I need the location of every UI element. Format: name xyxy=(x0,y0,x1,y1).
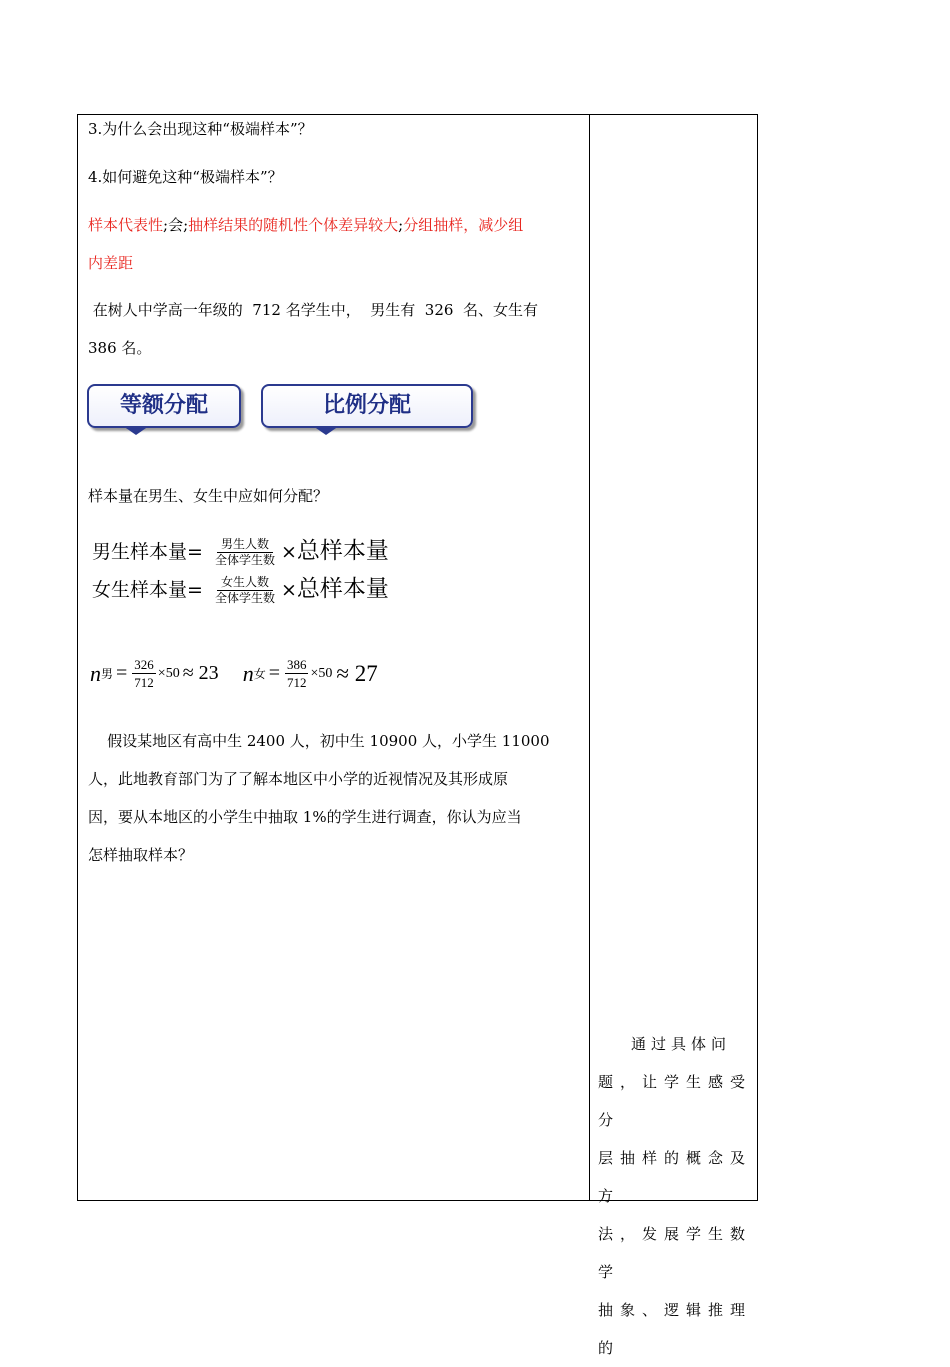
male-formula-fraction xyxy=(211,537,279,568)
problem-line-1: 假设某地区有高中生 2400 人，初中生 10900 人，小学生 11000 xyxy=(88,732,550,750)
female-calc-mult: ×50 xyxy=(310,665,333,681)
male-calc-result: ≈ 23 xyxy=(182,662,219,684)
male-calc-den: 712 xyxy=(134,675,154,690)
male-formula xyxy=(92,532,389,568)
female-formula-denominator: 全体学生数 xyxy=(214,591,275,605)
female-calc-den: 712 xyxy=(286,675,307,690)
male-formula-label: 男生样本量= xyxy=(92,541,203,563)
answer-seg-3: 抽样结果的随机性个体差异较大 xyxy=(188,216,399,234)
question-3: 3.为什么会出现这种“极端样本”？ xyxy=(88,120,313,138)
ratio-allocation-button[interactable] xyxy=(261,384,473,428)
intent-line-3: 层抽样的概念及方 xyxy=(598,1149,750,1205)
question-4: 4.如何避免这种“极端样本”？ xyxy=(88,168,283,186)
design-intent-text xyxy=(598,1025,750,1367)
intent-line-1: 通过具体问 xyxy=(631,1035,732,1053)
sample-calculation xyxy=(90,656,378,691)
equals: = xyxy=(116,662,128,684)
answer-line-1 xyxy=(88,206,523,244)
column-divider xyxy=(589,115,590,1200)
times-sign: × xyxy=(280,579,297,601)
female-formula-fraction xyxy=(211,575,279,606)
male-calc-fraction xyxy=(132,656,156,691)
answer-seg-4: ; xyxy=(398,216,404,234)
female-formula-label: 女生样本量= xyxy=(92,579,203,601)
times-sign: × xyxy=(280,541,297,563)
male-calc-mult: ×50 xyxy=(157,665,180,681)
answer-seg-5: 分组抽样，减少组 xyxy=(403,216,524,234)
callout-tail xyxy=(123,426,149,435)
male-calc-num: 326 xyxy=(134,657,154,672)
answer-seg-1: 样本代表性 xyxy=(88,216,164,234)
lesson-table xyxy=(77,114,758,1357)
equals: = xyxy=(268,662,280,684)
problem-line-4: 怎样抽取样本？ xyxy=(88,846,194,864)
female-sub: 女 xyxy=(253,667,266,681)
intent-line-2: 题，让学生感受分 xyxy=(598,1073,750,1129)
female-calc-fraction xyxy=(285,656,309,691)
female-formula-tail: 总样本量 xyxy=(296,576,389,602)
equal-allocation-button[interactable] xyxy=(87,384,241,428)
male-var: n xyxy=(90,660,101,686)
answer-seg-2: ;会; xyxy=(163,216,189,234)
female-calc-result: ≈ 27 xyxy=(336,660,378,686)
intent-line-4: 法，发展学生数学 xyxy=(598,1225,750,1281)
male-formula-tail: 总样本量 xyxy=(296,538,389,564)
male-formula-denominator: 全体学生数 xyxy=(214,553,275,567)
male-formula-numerator: 男生人数 xyxy=(217,537,273,553)
female-formula xyxy=(92,570,389,606)
answer-line-2: 内差距 xyxy=(88,254,134,272)
female-var: n xyxy=(242,660,254,686)
allocation-question: 样本量在男生、女生中应如何分配？ xyxy=(88,487,329,505)
problem-line-2: 人，此地教育部门为了了解本地区中小学的近视情况及其形成原 xyxy=(88,770,509,788)
male-sub: 男 xyxy=(101,667,114,681)
school-line-2: 386 名。 xyxy=(88,339,152,357)
ratio-allocation-label: 比例分配 xyxy=(322,393,411,418)
female-calc-num: 386 xyxy=(286,657,307,672)
school-line-1: 在树人中学高一年级的 712 名学生中， 男生有 326 名、女生有 xyxy=(88,301,538,319)
female-formula-numerator: 女生人数 xyxy=(217,575,273,591)
callout-tail xyxy=(313,426,339,435)
problem-line-3: 因，要从本地区的小学生中抽取 1%的学生进行调查，你认为应当 xyxy=(88,808,522,826)
equal-allocation-label: 等额分配 xyxy=(119,393,208,418)
intent-line-5: 抽象、逻辑推理的 xyxy=(598,1301,750,1357)
